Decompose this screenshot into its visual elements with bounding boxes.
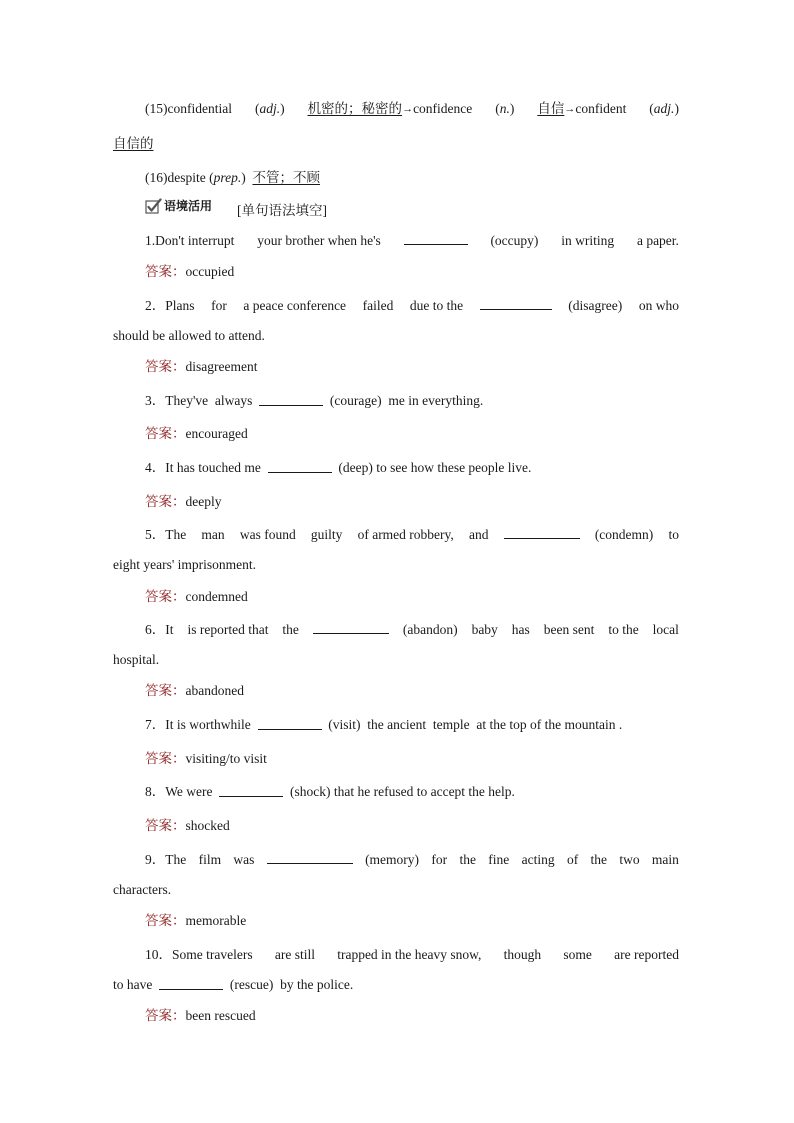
question-text-start: 9．The [145, 852, 187, 867]
question-text: the [459, 852, 476, 867]
question-text: in writing [561, 233, 615, 248]
question-text: (memory) [365, 852, 420, 867]
vocab-number: (15) [145, 101, 168, 116]
answer-value: disagreement [185, 359, 258, 374]
answer-blank[interactable] [159, 977, 223, 990]
vocab-entry-16: (16)despite (prep.) 不管；不顾 [145, 170, 320, 185]
answer-label: 答案： [145, 426, 186, 441]
question-text-start: 3．They've [145, 393, 209, 408]
question-10-continued [113, 976, 679, 994]
answer-9 [145, 912, 679, 930]
question-text: some [563, 947, 592, 962]
question-text: has [511, 622, 530, 637]
question-5 [145, 526, 679, 544]
answer-3 [145, 425, 679, 443]
question-text: (visit) [328, 717, 361, 732]
question-9-continued: characters. [113, 882, 172, 897]
answer-label: 答案： [145, 589, 186, 604]
answer-blank[interactable] [258, 717, 322, 730]
question-text: by the police. [280, 977, 354, 992]
question-text: film [198, 852, 222, 867]
answer-value: shocked [185, 818, 230, 833]
question-2 [145, 297, 679, 315]
answer-6 [145, 682, 679, 700]
question-text: (occupy) [490, 233, 539, 248]
question-text: always [214, 393, 253, 408]
question-6 [145, 621, 679, 639]
question-3 [145, 392, 679, 410]
answer-blank[interactable] [259, 393, 323, 406]
question-text: was found [239, 527, 296, 542]
answer-value: occupied [185, 264, 235, 279]
question-text: your brother when he's [257, 233, 381, 248]
question-text: (rescue) [229, 977, 274, 992]
answer-4 [145, 493, 679, 511]
question-text: temple [432, 717, 470, 732]
question-text: at the top of the mountain . [476, 717, 623, 732]
vocab-entry-15: (15)confidential (adj.) 机密的；秘密的→confidence (n.) 自信→confident (adj.) [145, 101, 679, 116]
question-text: for [431, 852, 448, 867]
vocab-adj-meaning: 自信的 [113, 136, 154, 151]
question-text: to the [608, 622, 639, 637]
answer-label: 答案： [145, 1008, 186, 1023]
answer-value: visiting/to visit [185, 751, 267, 766]
question-text-start: 7．It is worthwhile [145, 717, 251, 732]
question-text-start: 1.Don't interrupt [145, 233, 235, 248]
question-text: a peace conference [243, 298, 347, 313]
answer-value: abandoned [185, 683, 244, 698]
question-text-start: 5．The [145, 527, 187, 542]
answer-2 [145, 358, 679, 376]
section-title: [单句语法填空] [237, 203, 327, 218]
question-text: to [668, 527, 679, 542]
arrow-icon: → [402, 103, 414, 115]
question-text: baby [471, 622, 498, 637]
question-text: local [652, 622, 679, 637]
answer-blank[interactable] [504, 526, 580, 539]
vocab-meaning: 不管；不顾 [252, 170, 320, 185]
question-text: main [651, 852, 679, 867]
question-text: was [233, 852, 255, 867]
vocab-pos: adj. [259, 101, 281, 116]
question-text: of armed robbery, [357, 527, 454, 542]
question-text-start: 6．It [145, 622, 174, 637]
vocab-word: confidential [167, 101, 232, 116]
answer-blank[interactable] [267, 851, 353, 864]
question-text: failed [362, 298, 394, 313]
question-text: trapped in the heavy snow, [337, 947, 482, 962]
question-10 [145, 946, 679, 964]
answer-label: 答案： [145, 264, 186, 279]
answer-label: 答案： [145, 751, 186, 766]
question-text: fine [488, 852, 510, 867]
question-text: to have [113, 977, 153, 992]
question-text: (disagree) [568, 298, 623, 313]
vocab-word: despite [167, 170, 206, 185]
answer-5 [145, 588, 679, 606]
question-text: and [468, 527, 489, 542]
vocab-meaning: 机密的；秘密的 [307, 101, 403, 116]
answer-blank[interactable] [219, 784, 283, 797]
answer-value: encouraged [185, 426, 248, 441]
answer-value: been rescued [185, 1008, 256, 1023]
question-text: (courage) [329, 393, 382, 408]
question-6-continued: hospital. [113, 652, 160, 667]
question-text: a paper. [636, 233, 679, 248]
question-text: acting [521, 852, 555, 867]
answer-label: 答案： [145, 818, 186, 833]
question-5-continued: eight years' imprisonment. [113, 557, 257, 572]
vocab-entry-15-continued [113, 135, 679, 153]
vocab-noun-meaning: 自信 [537, 101, 565, 116]
answer-label: 答案： [145, 683, 186, 698]
answer-blank[interactable] [480, 297, 552, 310]
question-text-start: 8．We were [145, 784, 213, 799]
question-text-start: 4．It has touched me [145, 460, 261, 475]
answer-7 [145, 750, 679, 768]
answer-blank[interactable] [268, 460, 332, 473]
question-text: the ancient [367, 717, 427, 732]
question-text: on who [638, 298, 679, 313]
answer-value: condemned [185, 589, 248, 604]
question-text: guilty [310, 527, 343, 542]
question-text: is reported that [187, 622, 269, 637]
question-2-continued: should be allowed to attend. [113, 328, 265, 343]
question-text: for [211, 298, 227, 313]
question-text: me in everything. [388, 393, 484, 408]
question-text: (shock) that he refused to accept the help. [290, 784, 515, 799]
vocab-derived-adj: confident [575, 101, 627, 116]
section-badge-label: 语境活用 [164, 199, 213, 213]
answer-value: memorable [185, 913, 247, 928]
vocab-derived-noun: confidence [413, 101, 473, 116]
question-4 [145, 459, 679, 477]
answer-label: 答案： [145, 359, 186, 374]
question-text: are reported [614, 947, 679, 962]
question-text: due to the [409, 298, 464, 313]
answer-blank[interactable] [313, 621, 389, 634]
answer-label: 答案： [145, 494, 186, 509]
answer-8 [145, 817, 679, 835]
question-text: two [619, 852, 640, 867]
answer-10 [145, 1007, 679, 1025]
question-8 [145, 783, 679, 801]
question-text: the [590, 852, 608, 867]
checkmark-icon [145, 198, 160, 213]
question-text: (deep) to see how these people live. [338, 460, 532, 475]
question-text: man [201, 527, 225, 542]
question-9 [145, 851, 679, 869]
answer-1 [145, 263, 679, 281]
question-text: (abandon) [402, 622, 458, 637]
question-1 [145, 232, 679, 250]
question-text: are still [274, 947, 315, 962]
question-text: (condemn) [594, 527, 654, 542]
arrow-icon: → [564, 103, 576, 115]
question-text: though [503, 947, 542, 962]
answer-blank[interactable] [404, 232, 468, 245]
answer-label: 答案： [145, 913, 186, 928]
question-text: been sent [543, 622, 595, 637]
question-text-start: 10．Some travelers [145, 947, 253, 962]
question-7 [145, 716, 679, 734]
answer-value: deeply [185, 494, 222, 509]
question-text-start: 2．Plans [145, 298, 195, 313]
section-badge [145, 197, 212, 214]
question-text: of [566, 852, 579, 867]
question-text: the [282, 622, 299, 637]
